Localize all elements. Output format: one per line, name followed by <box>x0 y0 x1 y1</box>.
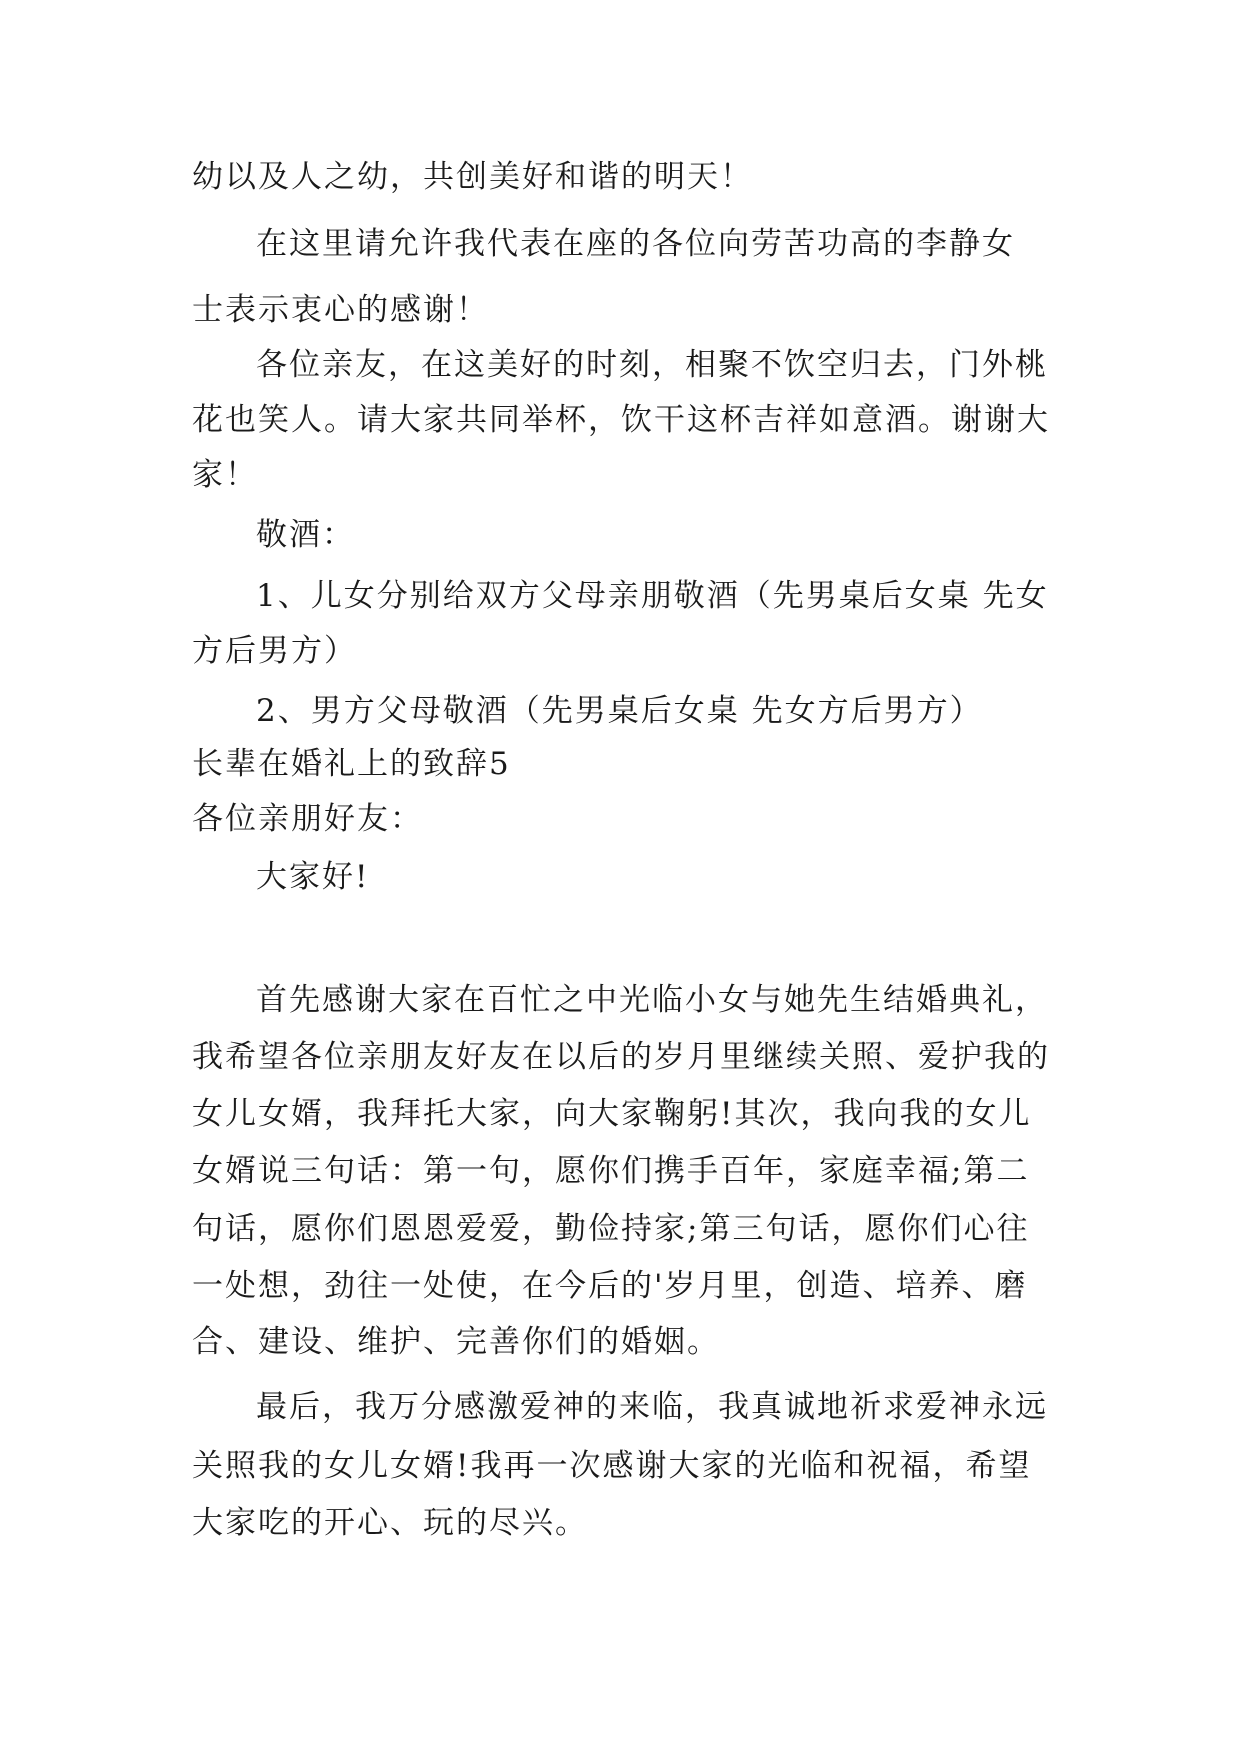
text-line: 幼以及人之幼，共创美好和谐的明天！ <box>192 159 753 195</box>
text-line: 1、儿女分别给双方父母亲朋敬酒（先男桌后女桌 先女 <box>256 578 1049 614</box>
text-line: 我希望各位亲朋友好友在以后的岁月里继续关照、爱护我的 <box>192 1039 1050 1075</box>
text-line: 各位亲友，在这美好的时刻，相聚不饮空归去，门外桃 <box>256 347 1048 383</box>
text-line: 一处想，劲往一处使，在今后的'岁月里，创造、培养、磨 <box>192 1268 1028 1304</box>
text-line: 大家吃的开心、玩的尽兴。 <box>192 1505 588 1541</box>
text-line: 最后，我万分感激爱神的来临，我真诚地祈求爱神永远 <box>256 1389 1048 1425</box>
text-line: 花也笑人。请大家共同举杯，饮干这杯吉祥如意酒。谢谢大 <box>192 402 1050 438</box>
text-line: 2、男方父母敬酒（先男桌后女桌 先女方后男方） <box>256 693 983 729</box>
section-heading: 长辈在婚礼上的致辞5 <box>192 746 511 782</box>
text-line: 大家好! <box>256 859 370 895</box>
text-line: 女儿女婿，我拜托大家，向大家鞠躬!其次，我向我的女儿 <box>192 1096 1032 1132</box>
text-line: 士表示衷心的感谢！ <box>192 292 489 328</box>
text-line: 合、建设、维护、完善你们的婚姻。 <box>192 1324 720 1360</box>
text-line: 敬酒： <box>256 517 355 553</box>
text-line: 各位亲朋好友： <box>192 801 423 837</box>
text-line: 首先感谢大家在百忙之中光临小女与她先生结婚典礼， <box>256 982 1048 1018</box>
text-line: 家！ <box>192 457 258 493</box>
text-line: 女婿说三句话：第一句，愿你们携手百年，家庭幸福;第二 <box>192 1153 1030 1189</box>
text-line: 句话，愿你们恩恩爱爱，勤俭持家;第三句话，愿你们心往 <box>192 1211 1030 1247</box>
text-line: 关照我的女儿女婿!我再一次感谢大家的光临和祝福，希望 <box>192 1448 1032 1484</box>
text-line: 在这里请允许我代表在座的各位向劳苦功高的李静女 <box>256 226 1015 262</box>
text-line: 方后男方） <box>192 633 357 669</box>
